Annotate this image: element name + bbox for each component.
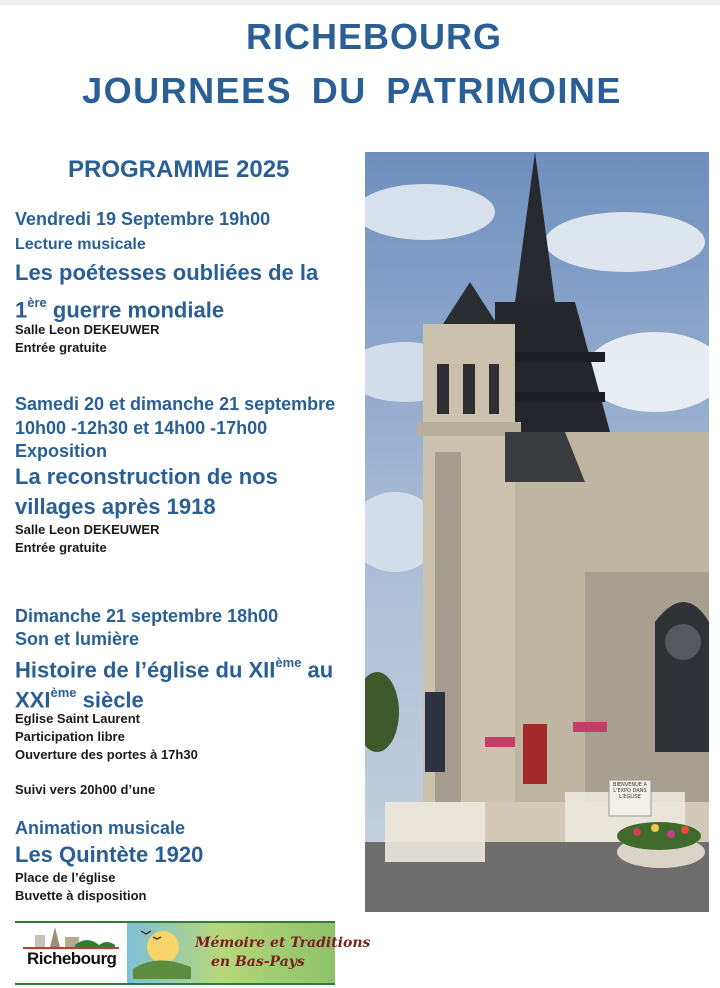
- event1-title-line1: Les poétesses oubliées de la: [15, 260, 319, 285]
- richebourg-logo-text: Richebourg: [27, 949, 117, 968]
- event3-place: Eglise Saint Laurent: [15, 711, 140, 726]
- event1-entry: Entrée gratuite: [15, 340, 107, 355]
- event2-hours: 10h00 -12h30 et 14h00 -17h00: [15, 418, 268, 438]
- church-photo: [365, 152, 709, 912]
- event4-type: Animation musicale: [15, 818, 186, 838]
- event3-participation: Participation libre: [15, 729, 125, 744]
- event1-title-rest: guerre mondiale: [46, 297, 225, 323]
- expo-banner-text: BIENVENUE A L'EXPO DANS L'EGLISE: [613, 782, 647, 800]
- church-illustration: [365, 152, 709, 912]
- event3-type: Son et lumière: [15, 629, 140, 649]
- event2-title-line2: villages après 1918: [15, 494, 216, 519]
- memoire-traditions-emblem: [127, 923, 197, 983]
- memoire-traditions-line2: en Bas-Pays: [211, 954, 305, 970]
- event3-title-b-rest: siècle: [76, 687, 144, 713]
- memoire-traditions-logo: [127, 923, 371, 983]
- event1-type: Lecture musicale: [15, 236, 146, 253]
- event3-followed: Suivi vers 20h00 d’une: [15, 782, 156, 797]
- event2-dates: Samedi 20 et dimanche 21 septembre: [15, 394, 336, 414]
- event4-place: Place de l’église: [15, 870, 116, 885]
- poster-title-town: RICHEBOURG: [245, 16, 502, 57]
- poster-title-event: JOURNEES DU PATRIMOINE: [82, 70, 622, 111]
- event1-place: Salle Leon DEKEUWER: [15, 322, 160, 337]
- event2-type: Exposition: [15, 441, 108, 461]
- memoire-traditions-line1: Mémoire et Traditions: [195, 935, 371, 951]
- event1-date-time: Vendredi 19 Septembre 19h00: [15, 209, 271, 229]
- event3-title-b: XXI: [15, 687, 51, 713]
- event3-title-a-superscript: ème: [275, 655, 302, 670]
- logos-strip: [15, 921, 371, 985]
- event2-title-line1: La reconstruction de nos: [15, 464, 278, 489]
- event2-entry: Entrée gratuite: [15, 540, 107, 555]
- event3-title-a-rest: au: [301, 657, 334, 683]
- event1-title-superscript: ère: [27, 295, 47, 310]
- event3-doors: Ouverture des portes à 17h30: [15, 747, 198, 762]
- event3-title-a: Histoire de l’église du XII: [15, 657, 276, 683]
- event3-date-time: Dimanche 21 septembre 18h00: [15, 606, 279, 626]
- event4-bar: Buvette à disposition: [15, 888, 147, 903]
- event2-place: Salle Leon DEKEUWER: [15, 522, 160, 537]
- richebourg-logo: [15, 923, 127, 983]
- event3-title-b-superscript: ème: [50, 685, 77, 700]
- top-rule: [0, 0, 720, 5]
- event4-title: Les Quintète 1920: [15, 842, 204, 867]
- event1-title-line2: [15, 289, 224, 326]
- programme-heading: PROGRAMME 2025: [68, 156, 290, 183]
- event1-title-number: 1: [15, 297, 28, 323]
